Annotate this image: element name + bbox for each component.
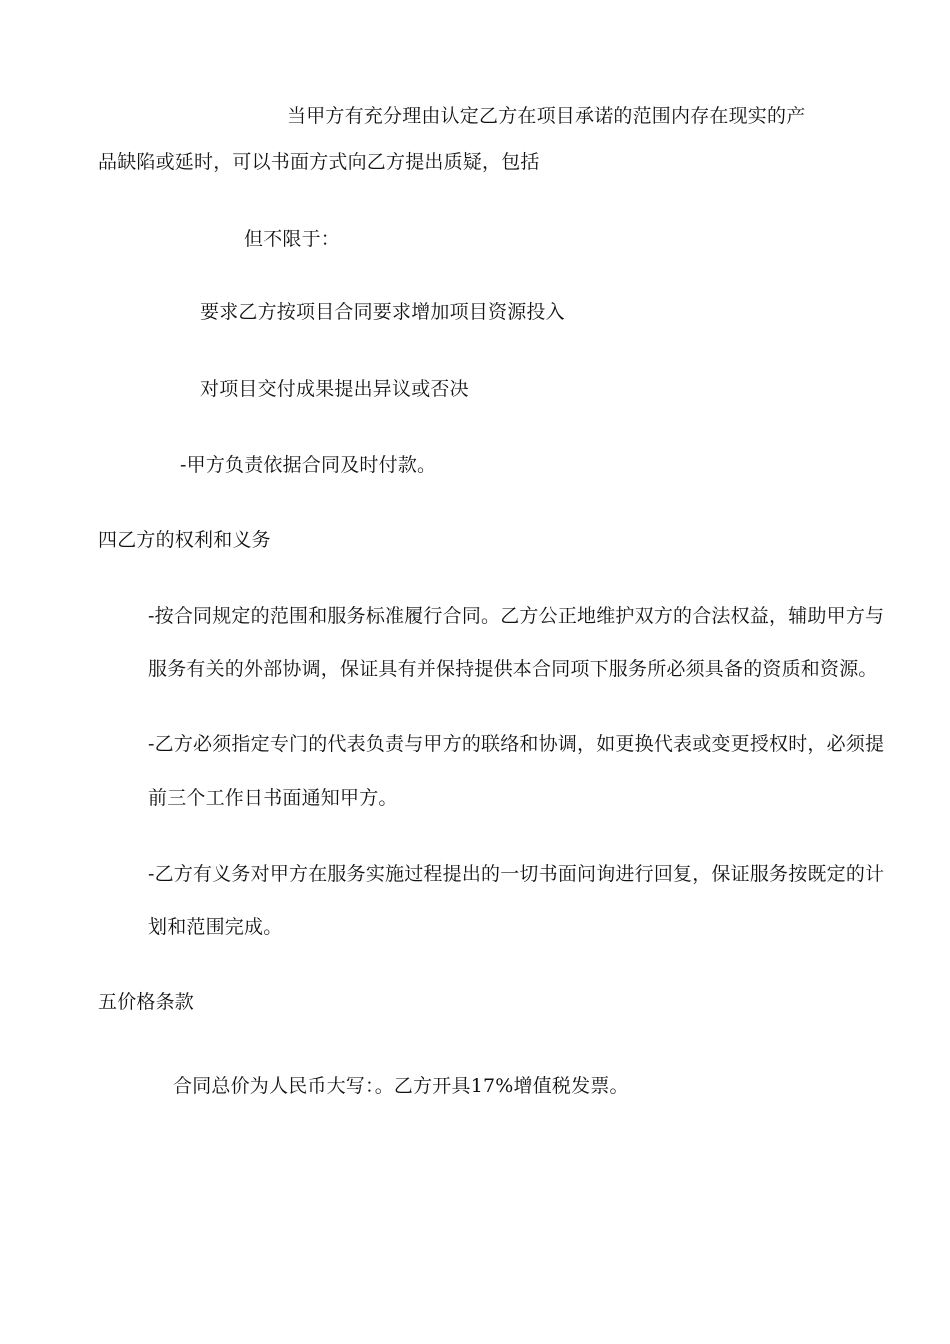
list-item-objection: 对项目交付成果提出异议或否决	[200, 378, 469, 400]
clause-2-line-1: -乙方必须指定专门的代表负责与甲方的联络和协调，如更换代表或变更授权时，必须提	[148, 733, 885, 755]
paragraph-line-2: 品缺陷或延时，可以书面方式向乙方提出质疑，包括	[98, 151, 540, 173]
list-item-payment: -甲方负责依据合同及时付款。	[180, 454, 437, 476]
clause-1-line-1: -按合同规定的范围和服务标准履行合同。乙方公正地维护双方的合法权益，辅助甲方与	[148, 605, 885, 627]
section-heading-4: 四乙方的权利和义务	[98, 529, 271, 551]
clause-3-line-2: 划和范围完成。	[148, 916, 283, 938]
price-clause-line: 合同总价为人民币大写：。乙方开具17%增值税发票。	[173, 1075, 629, 1097]
section-heading-5: 五价格条款	[98, 991, 195, 1013]
paragraph-line-1: 当甲方有充分理由认定乙方在项目承诺的范围内存在现实的产	[287, 105, 806, 127]
clause-1-line-2: 服务有关的外部协调，保证具有并保持提供本合同项下服务所必须具备的资质和资源。	[148, 658, 878, 680]
list-item-resources: 要求乙方按项目合同要求增加项目资源投入	[200, 301, 565, 323]
paragraph-line-3: 但不限于：	[244, 228, 341, 250]
clause-3-line-1: -乙方有义务对甲方在服务实施过程提出的一切书面问询进行回复，保证服务按既定的计	[148, 863, 885, 885]
clause-2-line-2: 前三个工作日书面通知甲方。	[148, 787, 398, 809]
